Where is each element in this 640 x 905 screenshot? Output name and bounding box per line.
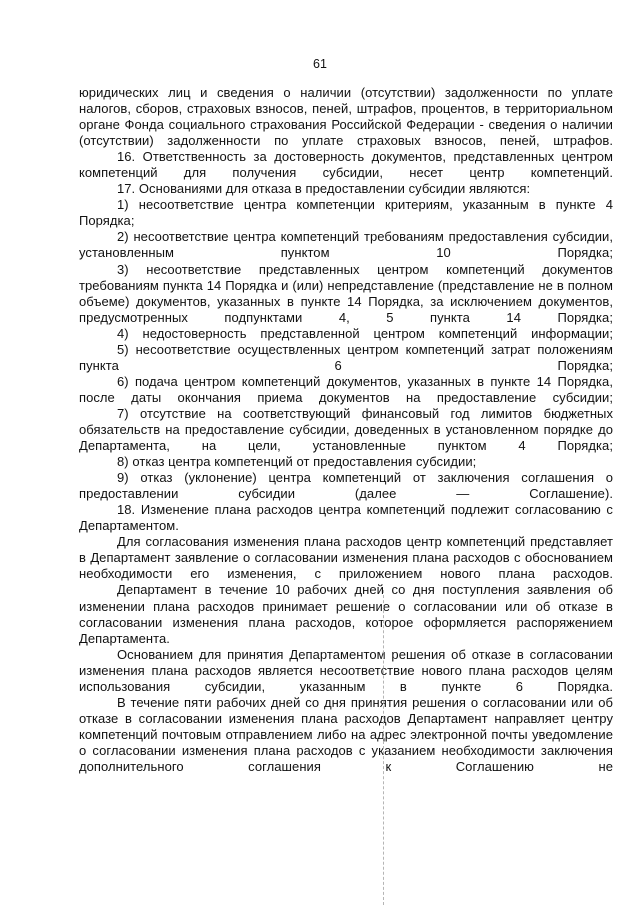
paragraph-17-refusal-grounds: 17. Основаниями для отказа в предоставлении субсидии являются:: [117, 181, 531, 197]
paragraph-refusal-basis: Основанием для принятия Департаментом решения об отказе в согласовании изменения плана расходов является несоответствие нового плана расходов целям использования субсидии, указанным в пункте 6 Порядка.: [79, 646, 613, 694]
paragraph-notification: В течение пяти рабочих дней со дня принятия решения о согласовании или об отказе в согласовании изменения плана расходов Департамент направляет центру компетенций почтовым отправлением либо на адрес электронной почты уведомление о согласовании изменения плана расходов с указанием необходимости заключения дополнительного соглашения к Соглашению не: [79, 694, 613, 774]
paragraph-16-responsibility: 16. Ответственность за достоверность документов, представленных центром компетенций для получения субсидии, несет центр компетенций.: [79, 149, 613, 181]
list-item-2: 2) несоответствие центра компетенций требованиям предоставления субсидии, установленным пунктом 10 Порядка;: [79, 229, 613, 261]
list-item-1: 1) несоответствие центра компетенции критериям, указанным в пункте 4 Порядка;: [79, 197, 613, 229]
list-item-8: 8) отказ центра компетенций от предоставления субсидии;: [117, 454, 477, 470]
list-item-5: 5) несоответствие осуществленных центром компетенций затрат положениям пункта 6 Порядка;: [79, 341, 613, 373]
paragraph-plan-approval-request: Для согласования изменения плана расходов центр компетенций представляет в Департамент заявление о согласовании изменения плана расходов с обоснованием необходимости его изменения, с приложением нового плана расходов.: [79, 534, 613, 582]
list-item-4: 4) недостоверность представленной центром компетенций информации;: [117, 325, 613, 341]
scan-fold-line: [383, 590, 384, 905]
document-body: [79, 85, 613, 775]
paragraph-1: юридических лиц и сведения о наличии (отсутствии) задолженности по уплате налогов, сборов, страховых взносов, пеней, штрафов, процентов, в территориальном органе Фонда социального страхования Российской Федерации - сведения о наличии (отсутствии) задолженности по уплате страховых взносов, пеней, штрафов.: [79, 85, 613, 149]
list-item-7: 7) отсутствие на соответствующий финансовый год лимитов бюджетных обязательств на предоставление субсидии, доведенных в установленном порядке до Департамента, на цели, установленные пунктом 4 Порядка;: [79, 405, 613, 454]
paragraph-department-decision: Департамент в течение 10 рабочих дней со дня поступления заявления об изменении плана расходов принимает решение о согласовании или об отказе в согласовании изменения плана расходов, которое оформляется распоряжением Департамента.: [79, 582, 613, 646]
list-item-3: 3) несоответствие представленных центром компетенций документов требованиям пункта 14 Порядка и (или) непредставление (представление не в полном объеме) документов, указанных в пункте 14 Порядка, за исключением документов, предусмотренных подпунктами 4, 5 пункта 14 Порядка;: [79, 261, 613, 325]
list-item-6: 6) подача центром компетенций документов, указанных в пункте 14 Порядка, после даты окончания приема документов на предоставление субсидии;: [79, 373, 613, 405]
page-number: 61: [313, 57, 327, 71]
paragraph-18-plan-change: 18. Изменение плана расходов центра компетенций подлежит согласованию с Департаментом.: [79, 502, 613, 534]
list-item-9: 9) отказ (уклонение) центра компетенций от заключения соглашения о предоставлении субсидии (далее — Соглашение).: [79, 470, 613, 502]
